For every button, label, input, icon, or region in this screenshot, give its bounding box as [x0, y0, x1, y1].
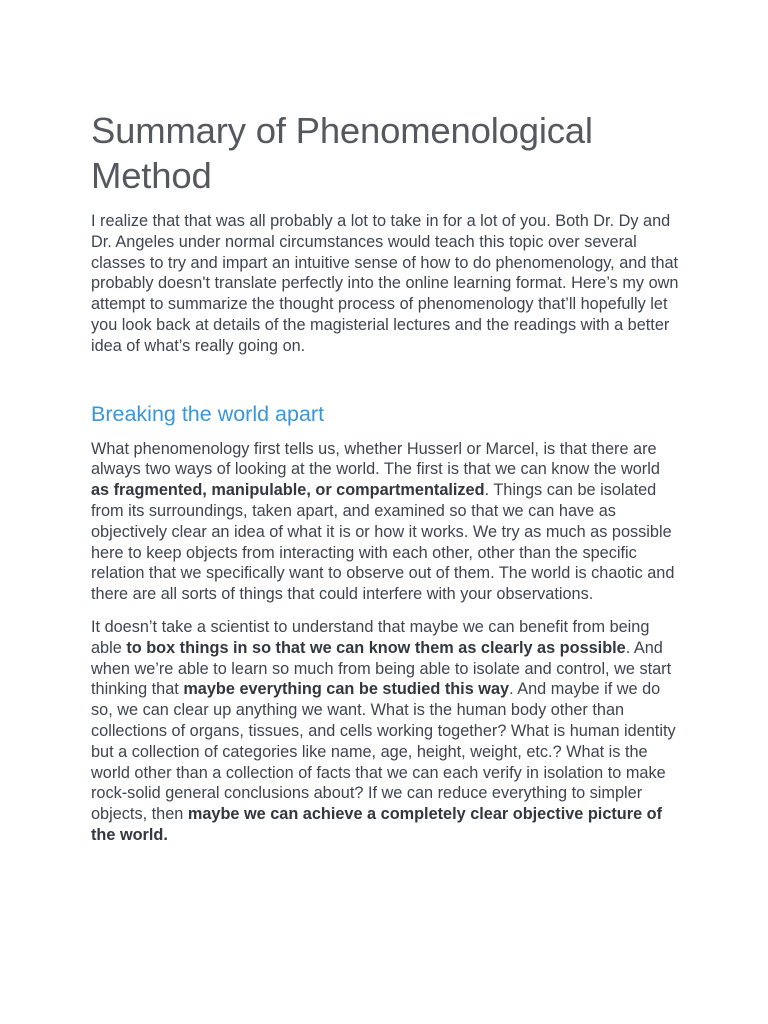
document-page	[91, 108, 681, 846]
paragraph-text: . And when we’re able to learn so much from being able to isolate and control, we start thinking that	[91, 638, 672, 699]
bold-phrase: as fragmented, manipulable, or compartmentalized	[91, 481, 485, 500]
section-paragraph-1	[91, 439, 681, 605]
bold-phrase: maybe everything can be studied this way	[183, 680, 510, 699]
bold-phrase: maybe we can achieve a completely clear objective picture of the world.	[91, 805, 663, 844]
paragraph-text: It doesn’t take a scientist to understand that maybe we can benefit from being able	[91, 617, 650, 657]
paragraph-text: . And maybe if we do so, we can clear up anything we want. What is the human body other than collections of organs, tissues, and cells working together? What is human identity but a collection of categories like name, age, height, weight, etc.? What is the world other than a collection of facts that we can each verify in isolation to make rock-solid general conclusions about? If we can reduce everything to simpler objects, then	[91, 680, 676, 824]
paragraph-text: What phenomenology first tells us, whether Husserl or Marcel, is that there are always two ways of looking at the world. The first is that we can know the world	[91, 439, 660, 479]
bold-phrase: to box things in so that we can know them as clearly as possible	[126, 638, 626, 657]
paragraph-text: . Things can be isolated from its surroundings, taken apart, and examined so that we can have as objectively clear an idea of what it is or how it works. We try as much as possible here to keep objects from interacting with each other, other than the specific relation that we specifically want to observe out of them. The world is chaotic and there are all sorts of things that could interfere with your observations.	[91, 481, 675, 604]
section-heading: Breaking the world apart	[91, 401, 325, 426]
document-title: Summary of Phenomenological Method	[91, 110, 593, 196]
section-paragraph-2	[91, 617, 681, 846]
intro-paragraph: I realize that that was all probably a lot to take in for a lot of you. Both Dr. Dy and Dr. Angeles under normal circumstances would teach this topic over several classes to try and impart an intuitive sense of how to do phenomenology, and that probably doesn't translate perfectly into the online learning format. Here’s my own attempt to summarize the thought process of phenomenology that’ll hopefully let you look back at details of the magisterial lectures and the readings with a better idea of what’s really going on.	[91, 212, 679, 355]
